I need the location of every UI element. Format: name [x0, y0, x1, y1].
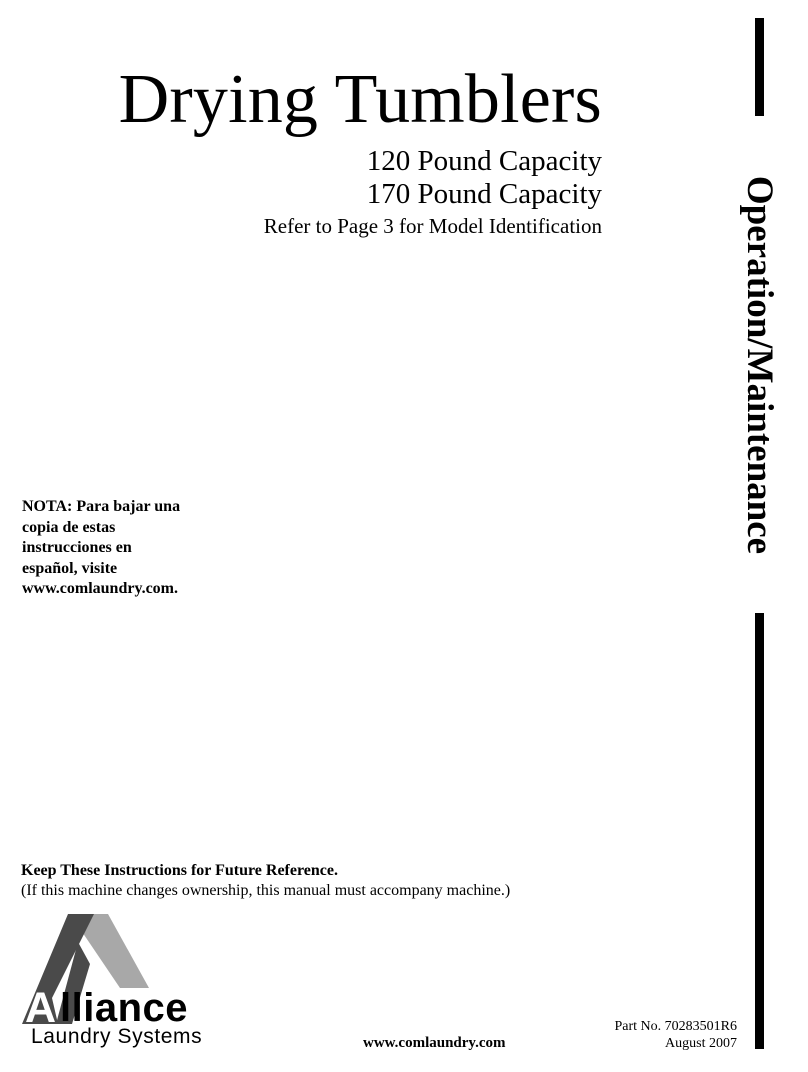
capacity-170: 170 Pound Capacity: [366, 178, 602, 210]
part-number-block: [615, 1018, 738, 1052]
ownership-note: (If this machine changes ownership, this manual must accompany machine.): [21, 882, 511, 899]
vertical-rule-top: [755, 18, 764, 116]
keep-instructions-heading: Keep These Instructions for Future Reference.: [21, 862, 338, 879]
spanish-note-line: www.comlaundry.com.: [22, 580, 178, 597]
logo-wordmark: lliance: [60, 986, 189, 1030]
spanish-note-line: NOTA: Para bajar una: [22, 498, 181, 515]
logo-subtitle: Laundry Systems: [31, 1025, 203, 1048]
publication-date: August 2007: [665, 1036, 737, 1051]
spanish-note: [22, 497, 222, 600]
website-url: www.comlaundry.com: [363, 1035, 506, 1051]
spanish-note-line: instrucciones en: [22, 539, 132, 556]
spanish-note-line: español, visite: [22, 559, 118, 577]
spanish-note-line: copia de estas: [22, 518, 116, 536]
document-title: Drying Tumblers: [118, 61, 602, 138]
logo-initial: A: [25, 984, 57, 1024]
vertical-section-label: Operation/Maintenance: [739, 175, 780, 555]
vertical-rule-bottom: [755, 613, 764, 1049]
capacity-120: 120 Pound Capacity: [366, 145, 602, 177]
part-number: Part No. 70283501R6: [614, 1019, 737, 1034]
model-reference-note: Refer to Page 3 for Model Identification: [263, 214, 602, 238]
